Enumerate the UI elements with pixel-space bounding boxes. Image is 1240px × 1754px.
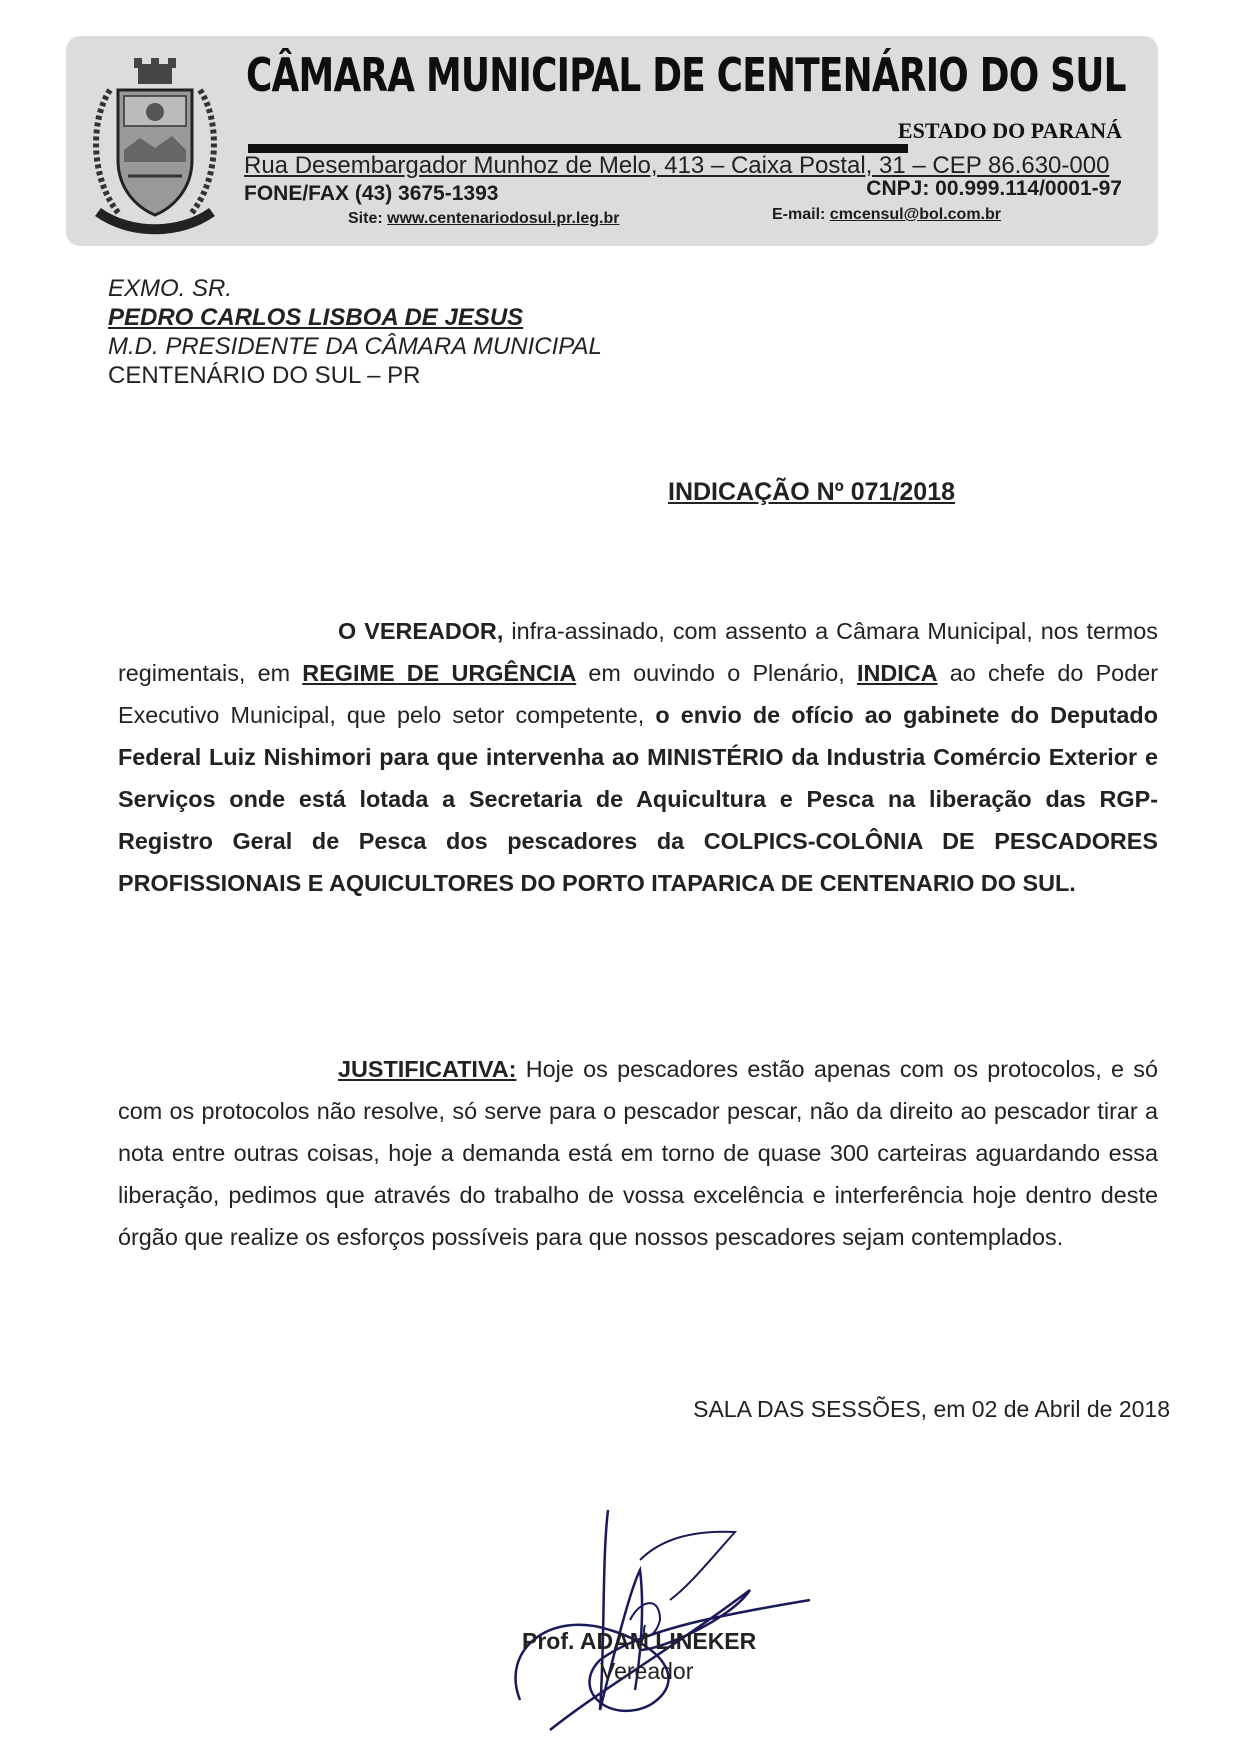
salutation: EXMO. SR. bbox=[108, 275, 233, 302]
signatory-role: Vereador bbox=[600, 1658, 694, 1684]
urgency-term: REGIME DE URGÊNCIA bbox=[302, 660, 577, 686]
justification-text: Hoje os pescadores estão apenas com os protocolos, e só com os protocolos não resolve, só serve para o pescador pescar, não da direito ao pescador tirar a nota entre outras coisas, hoje a demanda está em torno de quase 300 carteiras aguardando essa liberação, pedimos que através do trabalho de vossa excelência e interferência hoje dentro deste órgão que realize os esforços possíveis para que nossos pescadores sejam contemplados. bbox=[118, 1056, 1158, 1250]
handwritten-signature bbox=[490, 1500, 850, 1750]
signatory-name: Prof. ADAM LINEKER bbox=[522, 1628, 757, 1654]
justification-label: JUSTIFICATIVA: bbox=[338, 1056, 517, 1082]
chamber-cnpj: CNPJ: 00.999.114/0001-97 bbox=[866, 177, 1122, 200]
municipal-crest-icon bbox=[80, 50, 230, 240]
site-link[interactable]: www.centenariodosul.pr.leg.br bbox=[387, 210, 620, 227]
body-paragraph: O VEREADOR, infra-assinado, com assento a Câmara Municipal, nos termos regimentais, em REGIME DE URGÊNCIA em ouvindo o Plenário, INDICA ao chefe do Poder Executivo Municipal, que pelo setor competente, o envio de ofício ao gabinete do Deputado Federal Luiz Nishimori para que intervenha ao MINISTÉRIO da Industria Comércio Exterior e Serviços onde está lotada a Secretaria de Aquicultura e Pesca na liberação das RGP- Registro Geral de Pesca dos pescadores da COLPICS-COLÔNIA DE PESCADORES PROFISSIONAIS E AQUICULTORES DO PORTO ITAPARICA DE CENTENARIO DO SUL. bbox=[118, 618, 1159, 896]
request-text: o envio de ofício ao gabinete do Deputado Federal Luiz Nishimori para que intervenha ao MINISTÉRIO da Industria Comércio Exterior e Serviços onde está lotada a Secretaria de Aquicultura e Pesca na liberação das RGP- Registro Geral de Pesca dos pescadores da COLPICS-COLÔNIA DE PESCADORES PROFISSIONAIS E AQUICULTORES DO PORTO ITAPARICA DE CENTENARIO DO SUL. bbox=[118, 702, 1158, 896]
closing-line: SALA DAS SESSÕES, em 02 de Abril de 2018 bbox=[693, 1396, 1170, 1422]
chamber-email: E-mail: cmcensul@bol.com.br bbox=[772, 206, 1001, 223]
chamber-site: Site: www.centenariodosul.pr.leg.br bbox=[348, 210, 620, 227]
body-lead: O VEREADOR, bbox=[338, 618, 504, 644]
letterhead bbox=[66, 36, 1158, 246]
chamber-address: Rua Desembargador Munhoz de Melo, 413 – Caixa Postal, 31 – CEP 86.630-000 bbox=[244, 152, 1110, 179]
document-title: INDICAÇÃO Nº 071/2018 bbox=[668, 478, 956, 506]
chamber-name: CÂMARA MUNICIPAL DE CENTENÁRIO DO SUL bbox=[246, 48, 1126, 102]
recipient-place: CENTENÁRIO DO SUL – PR bbox=[108, 362, 421, 389]
chamber-phone: FONE/FAX (43) 3675-1393 bbox=[244, 182, 499, 205]
state-name: ESTADO DO PARANÁ bbox=[897, 118, 1122, 143]
justification-paragraph bbox=[118, 1048, 1158, 1258]
indica-term: INDICA bbox=[856, 660, 938, 686]
recipient-role: M.D. PRESIDENTE DA CÂMARA MUNICIPAL bbox=[108, 333, 602, 360]
recipient-block bbox=[108, 274, 602, 390]
email-link[interactable]: cmcensul@bol.com.br bbox=[829, 206, 1001, 223]
recipient-name: PEDRO CARLOS LISBOA DE JESUS bbox=[108, 304, 524, 331]
